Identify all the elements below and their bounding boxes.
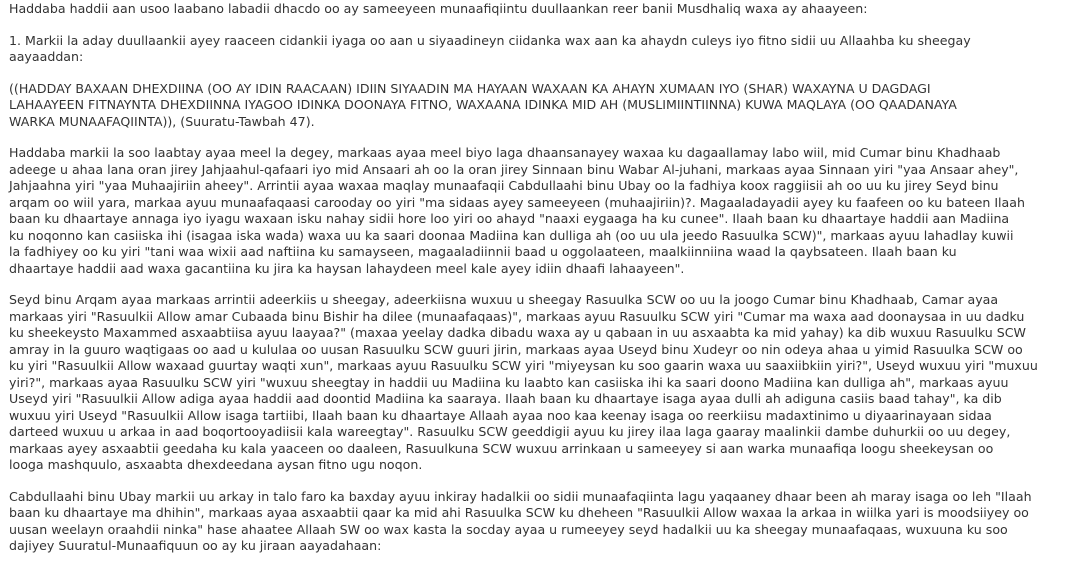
cabdullaahi-paragraph: Cabdullaahi binu Ubay markii uu arkay in talo faro ka baxday ayuu inkiray hadalkii oo sidii munaafaqiinta lagu yaqaaney dhaar been ah maray isaga oo leh "Ilaah baan ku dhaartaye ma dhihin", markaas ayaa asxaabtii qaar ka mid ahi Rasuulka SCW ku dheheen "Rasuulkii Allow waxaa la arkaa in wiilka yari is moodsiiyey oo uusan weelayn oraahdii ninka" hase ahaatee Allaah SW oo wax kasta la socday ayaa u rumeeyey seyd hadalkii uu ka sheegay munaafaqaas, wuxuuna ku soo dajiyey Suuratul-Munaafiquun oo ay ku jiraan aayadahaan: (9, 488, 1032, 553)
quran-quote-paragraph: ((HADDAY BAXAAN DHEXDIINA (OO AY IDIN RAACAAN) IDIIN SIYAADIN MA HAYAAN WAXAAN KA AHAYN XUMAAN IYO (SHAR) WAXAYNA U DAGDAGI LAHAAYEEN FITNAYNTA DHEXDIINNA IYAGOO IDINKA DOONAYA FITNO, WAXAANA IDINKA MID AH (MUSLIMIINTIINNA) KUWA MAQLAYA (OO QAADANAYA WARKA MUNAAFAQIINTA)), (Suuratu-Tawbah 47). (9, 80, 957, 129)
article-body (9, 1, 1063, 570)
intro-paragraph: Haddaba haddii aan usoo laabano labadii dhacdo oo ay sameeyeen munaafiqiintu duullaankan reer banii Musdhaliq waxa ay ahaayeen: (9, 1, 868, 16)
seyd-paragraph: Seyd binu Arqam ayaa markaas arrintii adeerkiis u sheegay, adeerkiisna wuxuu u sheegay Rasuulka SCW oo uu la joogo Cumar binu Khadhaab, Camar ayaa markaas yiri "Rasuulkii Allow amar Cubaada binu Bishir ha dilee (munaafaqaas)", markaas ayuu Rasuulku SCW yiri "Cumar ma waxa aad doonaysaa in uu dadku ku sheekeysto Maxammed asxaabtiisa ayuu laayaa?" (maxaa yeelay dadka dibadu waxa ay u qabaan in uu asxaabta ka mid yahay) ka dib wuxuu Rasuulku SCW amray in la guuro waqtigaas oo aad u kululaa oo uusan Rasuulku SCW guuri jirin, markaas ayaa Useyd binu Xudeyr oo nin odeya ahaa u yimid Rasuulka SCW oo ku yiri "Rasuulkii Allow waxaad guurtay waqti xun", markaas ayuu Rasuulku SCW yiri "miyeysan ku soo gaarin waxa uu saaxiibkiin yiri?", Useyd wuxuu yiri "muxuu yiri?", markaas ayaa Rasuulku SCW yiri "wuxuu sheegtay in haddii uu Madiina ku laabto kan casiiska ihi ka saari doono Madiina kan dulliga ah", markaas ayuu Useyd yiri "Rasuulkii Allow adiga ayaa haddii aad doontid Madiina ka saaraya. Ilaah baan ku dhaartaye isaga ayaa dulli ah adiguna casiis baad tahay", ka dib wuxuu yiri Useyd "Rasuulkii Allow isaga tartiibi, Ilaah baan ku dhaartaye Allaah ayaa noo kaa keenay isaga oo reerkiisu madaxtinimo u diyaarinayaan sidaa darteed wuxuu u arkaa in aad boqortooyadiisii kala wareegtay". Rasuulku SCW geeddigii ayuu ku jirey ilaa laga gaaray maalinkii dambe duhurkii oo uu degey, markaas ayey asxaabtii geedaha ku kala yaaceen oo daaleen, Rasuulkuna SCW wuxuu arrinkaan u sameeyey si aan warka munaafiqa loogu sheekeysan oo looga mashquulo, asxaabta dhexdeedana aysan fitno ugu noqon. (9, 292, 1038, 472)
story-paragraph: Haddaba markii la soo laabtay ayaa meel la degey, markaas ayaa meel biyo laga dhaansanayey waxaa ku dagaallamay labo wiil, mid Cumar binu Khadhaab adeege u ahaa lana oran jirey Jahjaahul-qafaari iyo mid Ansaari ah oo la oran jirey Sinnaan binu Wabar Al-juhani, markaas ayaa Sinnaan yiri "yaa Ansaar ahey", Jahjaahna yiri "yaa Muhaajiriin aheey". Arrintii ayaa waxaa maqlay munaafaqii Cabdullaahi binu Ubay oo la fadhiya koox raggiisii ah oo uu ku jirey Seyd binu arqam oo wiil yara, markaa ayuu munaafaqaasi carooday oo yiri "ma sidaas ayey sameeyeen (muhaajiriin)?. Magaaladayadii ayey ku faafeen oo ku bateen Ilaah baan ku dhaartaye annaga iyo iyagu waxaan isku nahay sidii hore loo yiri oo ahayd "naaxi eygaaga ha ku cunee". Ilaah baan ku dhaartaye haddii aan Madiina ku noqonno kan casiiska ihi (isagaa iska wada) waxa uu ka saari doonaa Madiina kan dulliga ah (oo uu ula jeedo Rasuulka SCW)", markaas ayuu lahadlay kuwii la fadhiyey oo ku yiri "tani waa wixii aad naftiina ku samayseen, magaaladiinnii baad u oggolaateen, maalkiinniina waad la qaybsateen. Ilaah baan ku dhaartaye haddii aad waxa gacantiina ku jira ka haysan lahaydeen meel kale ayey idiin dhaafi lahaayeen". (9, 145, 1025, 276)
point-one-paragraph: 1. Markii la aday duullaankii ayey raaceen cidankii iyaga oo aan u siyaadineyn ciidanka wax aan ka ahaydn culeys iyo fitno sidii uu Allaahba ku sheegay aayaaddan: (9, 32, 971, 64)
